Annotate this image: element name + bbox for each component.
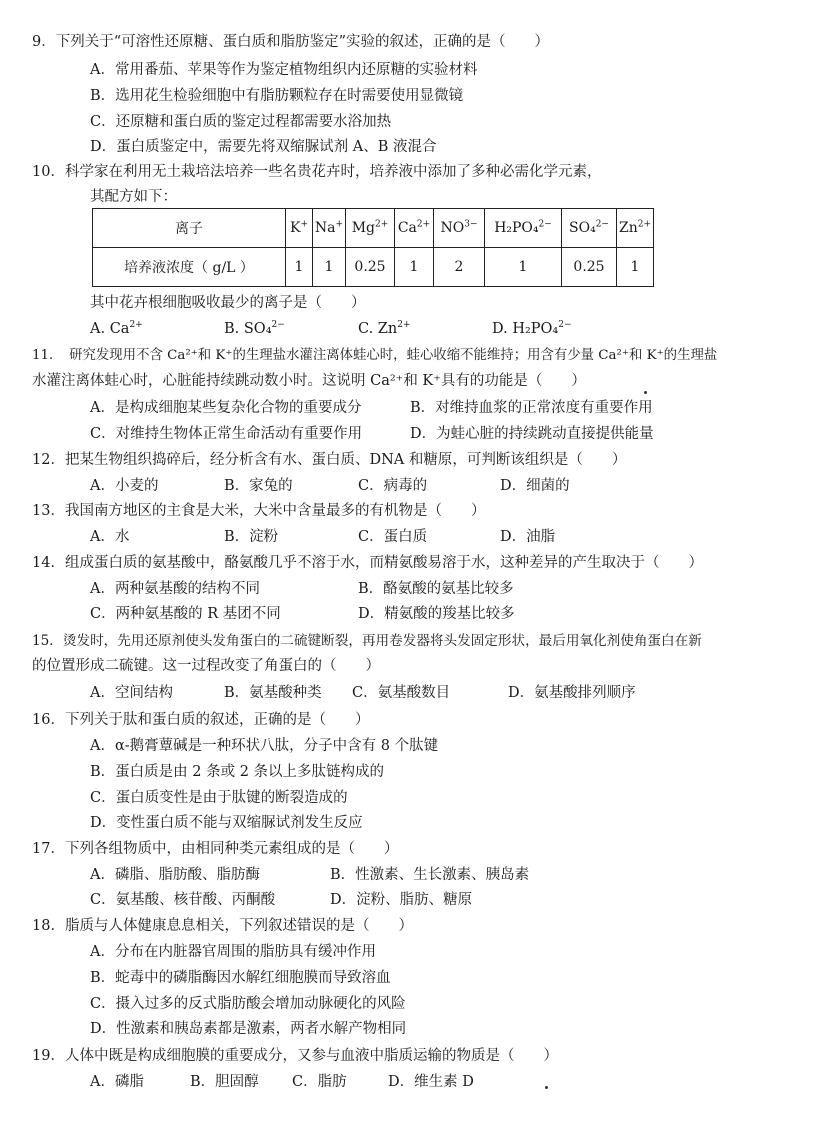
q9-stem: 9．下列关于“可溶性还原糖、蛋白质和脂肪鉴定”实验的叙述，正确的是（ ） xyxy=(32,34,550,50)
q9-option-d: D．蛋白质鉴定中，需要先将双缩脲试剂 A、B 液混合 xyxy=(90,139,437,155)
q13-option-c: C．蛋白质 xyxy=(358,529,428,545)
q18-option-d: D．性激素和胰岛素都是激素，两者水解产物相同 xyxy=(90,1021,407,1037)
q17-option-c: C．氨基酸、核苷酸、丙酮酸 xyxy=(90,892,276,908)
q18-option-b: B．蛇毒中的磷脂酶因水解红细胞膜而导致溶血 xyxy=(90,970,391,986)
nutrient-table xyxy=(92,208,654,287)
q14-option-c: C．两种氨基酸的 R 基团不同 xyxy=(90,606,281,622)
q12-stem: 12．把某生物组织捣碎后，经分析含有水、蛋白质、DNA 和糖原，可判断该组织是（ ） xyxy=(32,452,627,468)
q19-stem: 19．人体中既是构成细胞膜的重要成分，又参与血液中脂质运输的物质是（ ） xyxy=(32,1048,558,1064)
q11-stem-line1: 11． 研究发现用不含 Ca²⁺和 K⁺的生理盐水灌注离体蛙心时，蛙心收缩不能维持；用含有少量 Ca²⁺和 K⁺的生理盐 xyxy=(32,348,718,363)
q10-option-a: A. $Ca^{2+}$ xyxy=(90,320,143,337)
q10-option-d: D. H₂PO₄$^{2-}$ xyxy=(492,320,572,337)
q9-option-c: C．还原糖和蛋白质的鉴定过程都需要水浴加热 xyxy=(90,114,392,130)
q15-stem-line1: 15．烫发时，先用还原剂使头发角蛋白的二硫键断裂，再用卷发器将头发固定形状，最后用氧化剂使角蛋白在新 xyxy=(32,633,702,649)
table-row-ions xyxy=(93,209,654,248)
q10-stem: 10．科学家在利用无土栽培法培养一些名贵花卉时，培养液中添加了多种必需化学元素， xyxy=(32,164,602,180)
scan-speck xyxy=(644,391,647,394)
table-row-label: 培养液浓度（ g/L ） xyxy=(93,248,286,287)
q12-option-b: B．家兔的 xyxy=(224,478,293,494)
q15-option-c: C．氨基酸数目 xyxy=(352,685,451,701)
q13-option-b: B．淀粉 xyxy=(224,529,279,545)
q17-option-d: D．淀粉、脂肪、糖原 xyxy=(330,892,473,908)
table-ion-zn: $Zn^{2+}$ xyxy=(617,209,654,248)
q13-stem: 13．我国南方地区的主食是大米，大米中含量最多的有机物是（ ） xyxy=(32,503,486,519)
q18-stem: 18．脂质与人体健康息息相关，下列叙述错误的是（ ） xyxy=(32,918,413,934)
table-cell: 2 xyxy=(434,248,485,287)
q14-stem: 14．组成蛋白质的氨基酸中，酪氨酸几乎不溶于水，而精氨酸易溶于水，这种差异的产生取决于（ ） xyxy=(32,555,703,571)
table-cell: 1 xyxy=(485,248,562,287)
table-ion-mg: $Mg^{2+}$ xyxy=(346,209,395,248)
table-cell: 0.25 xyxy=(562,248,617,287)
q16-option-b: B．蛋白质是由 2 条或 2 条以上多肽链构成的 xyxy=(90,764,385,780)
q16-stem: 16．下列关于肽和蛋白质的叙述，正确的是（ ） xyxy=(32,712,370,728)
table-row-concentration xyxy=(93,248,654,287)
q14-option-d: D．精氨酸的羧基比较多 xyxy=(358,606,515,622)
q12-option-d: D．细菌的 xyxy=(500,478,570,494)
q11-option-a: A．是构成细胞某些复杂化合物的重要成分 xyxy=(90,400,362,416)
q15-option-d: D．氨基酸排列顺序 xyxy=(508,685,636,701)
q16-option-c: C．蛋白质变性是由于肽键的断裂造成的 xyxy=(90,790,348,806)
table-header-label: 离子 xyxy=(93,209,286,248)
q11-stem-line2: 水灌注离体蛙心时，心脏能持续跳动数小时。这说明 Ca²⁺和 K⁺具有的功能是（ ） xyxy=(32,373,586,389)
q18-option-a: A．分布在内脏器官周围的脂肪具有缓冲作用 xyxy=(90,944,376,960)
table-cell: 1 xyxy=(617,248,654,287)
q10-stem-formula: 其配方如下： xyxy=(90,189,177,205)
table-cell: 1 xyxy=(313,248,346,287)
q9-option-a: A．常用番茄、苹果等作为鉴定植物组织内还原糖的实验材料 xyxy=(90,62,478,78)
q12-option-c: C．病毒的 xyxy=(358,478,428,494)
table-ion-k: K+ xyxy=(286,209,313,248)
q14-option-a: A．两种氨基酸的结构不同 xyxy=(90,581,260,597)
q10-question: 其中花卉根细胞吸收最少的离子是（ ） xyxy=(90,295,366,311)
q19-option-c: C．脂肪 xyxy=(292,1074,347,1090)
table-ion-na: Na+ xyxy=(313,209,346,248)
q11-option-d: D．为蛙心脏的持续跳动直接提供能量 xyxy=(410,426,654,442)
q16-option-d: D．变性蛋白质不能与双缩脲试剂发生反应 xyxy=(90,815,363,831)
q12-option-a: A．小麦的 xyxy=(90,478,159,494)
q10-option-b: B. SO₄$^{2-}$ xyxy=(224,320,285,337)
q16-option-a: A．α-鹅膏蕈碱是一种环状八肽，分子中含有 8 个肽键 xyxy=(90,738,439,754)
q11-option-b: B．对维持血浆的正常浓度有重要作用 xyxy=(410,400,653,416)
q15-option-b: B．氨基酸种类 xyxy=(224,685,322,701)
table-ion-so4: SO₄$^{2-}$ xyxy=(562,209,617,248)
q15-stem-line2: 的位置形成二硫键。这一过程改变了角蛋白的（ ） xyxy=(32,658,380,674)
q9-option-b: B．选用花生检验细胞中有脂肪颗粒存在时需要使用显微镜 xyxy=(90,88,464,104)
q19-option-a: A．磷脂 xyxy=(90,1074,144,1090)
q10-option-c: C. $Zn^{2+}$ xyxy=(358,320,411,337)
q17-stem: 17．下列各组物质中，由相同种类元素组成的是（ ） xyxy=(32,841,399,857)
q11-option-c: C．对维持生物体正常生命活动有重要作用 xyxy=(90,426,363,442)
q14-option-b: B．酪氨酸的氨基比较多 xyxy=(358,581,514,597)
q17-option-a: A．磷脂、脂肪酸、脂肪酶 xyxy=(90,867,260,883)
q15-option-a: A．空间结构 xyxy=(90,685,173,701)
table-ion-no3: $NO^{3-}$ xyxy=(434,209,485,248)
table-cell: 1 xyxy=(395,248,434,287)
q19-option-d: D．维生素 D xyxy=(388,1074,474,1090)
table-ion-ca: $Ca^{2+}$ xyxy=(395,209,434,248)
q13-option-d: D．油脂 xyxy=(500,529,556,545)
table-ion-h2po4: H₂PO₄$^{2-}$ xyxy=(485,209,562,248)
q17-option-b: B．性激素、生长激素、胰岛素 xyxy=(330,867,530,883)
scan-speck xyxy=(545,1086,548,1089)
table-cell: 0.25 xyxy=(346,248,395,287)
table-cell: 1 xyxy=(286,248,313,287)
q19-option-b: B．胆固醇 xyxy=(190,1074,259,1090)
q13-option-a: A．水 xyxy=(90,529,130,545)
q18-option-c: C．摄入过多的反式脂肪酸会增加动脉硬化的风险 xyxy=(90,996,406,1012)
